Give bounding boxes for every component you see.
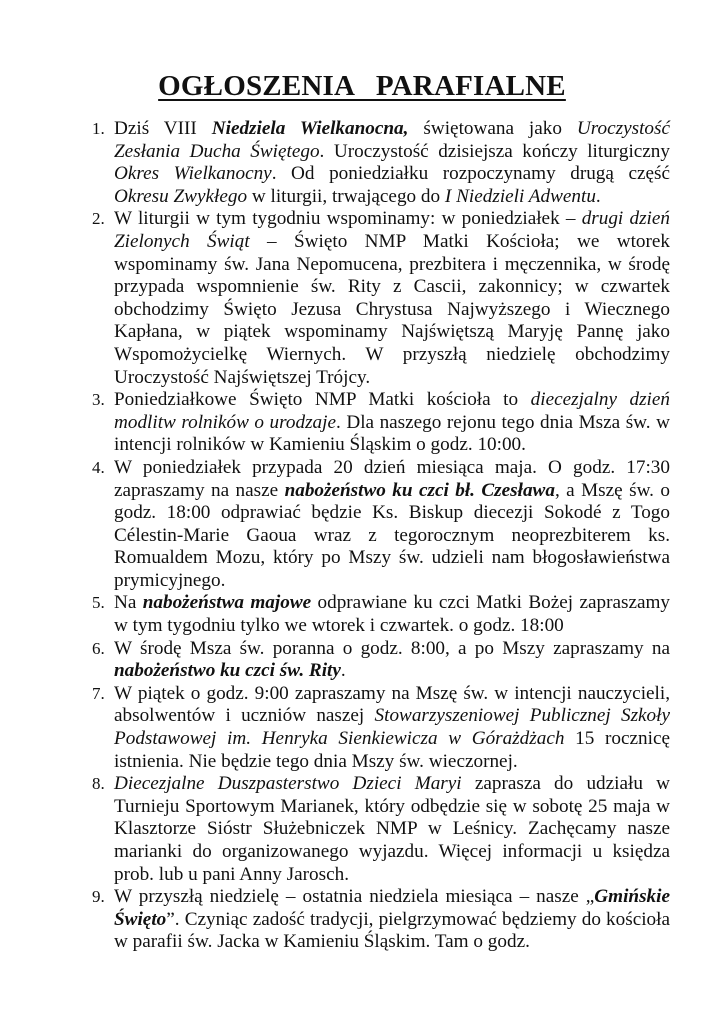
announcement-item xyxy=(92,592,670,637)
item-text: Poniedziałkowe Święto NMP Matki kościoła to xyxy=(114,389,531,411)
item-number: 1. xyxy=(92,119,105,138)
item-text-italic: drugi dzień Zielonych Świąt xyxy=(114,208,670,252)
item-text: . Dla naszego rejonu tego dnia Msza św. w intencji rolników w Kamieniu Śląskim o godz. 10:00. xyxy=(114,411,670,456)
item-text: – Święto NMP Matki Kościoła; we wtorek wspominamy św. Jana Nepomucena, prezbitera i męczennika, w środę przypada wspomnienie św. Rity z Cascii, zakonnicy; w czwartek obchodzimy Święto Jezusa Chrystusa Najwyższego i Wiecznego Kapłana, w piątek wspominamy Najświętszą Maryję Pannę jako Wspomożycielkę Wiernych. W przyszłą niedzielę obchodzimy Uroczystość Najświętszej Trójcy. xyxy=(114,230,670,388)
item-text-bold-italic: nabożeństwo ku czci bł. Czesława xyxy=(284,479,555,501)
item-number: 7. xyxy=(92,683,105,703)
item-text-bold-italic: Niedziela Wielkanocna, xyxy=(211,118,409,139)
item-text: W środę Msza św. poranna o godz. 8:00, a po Mszy zapraszamy na xyxy=(114,637,670,659)
item-text: W liturgii w tym tygodniu wspominamy: w poniedziałek – xyxy=(114,208,582,230)
item-text: zaprasza do udziału w Turnieju Sportowym Marianek, który odbędzie się w sobotę 25 maja w Klasztorze Sióstr Służebniczek NMP w Leśnicy. Zachęcamy nasze marianki do organizowanego wyjazdu. Więcej informacji u księdza prob. lub u pani Anny Jarosch. xyxy=(114,773,670,885)
item-text-italic: I Niedzieli Adwentu xyxy=(444,185,596,207)
item-number: 4. xyxy=(92,457,105,477)
announcement-item xyxy=(92,682,670,773)
item-text-italic: Okresu Zwykłego xyxy=(114,185,248,207)
item-number: 3. xyxy=(92,390,105,410)
announcement-item xyxy=(92,389,671,457)
announcements-list xyxy=(92,118,671,954)
item-text: świętowana jako xyxy=(408,118,577,139)
item-text-italic: Okres Wielkanocny xyxy=(114,163,272,185)
announcement-item xyxy=(92,118,671,208)
item-text: ”. Czyniąc zadość tradycji, pielgrzymować będziemy do kościoła w parafii św. Jacka w Kamieniu Śląskim. Tam o godz. xyxy=(114,908,670,953)
item-text: . xyxy=(340,660,346,682)
announcement-item xyxy=(92,637,670,683)
item-text: W piątek o godz. 9:00 zapraszamy na Mszę św. w intencji nauczycieli, absolwentów i uczniów naszej xyxy=(114,682,670,727)
announcement-item xyxy=(92,773,670,886)
item-text-bold-italic: nabożeństwa majowe xyxy=(142,592,312,614)
item-number: 6. xyxy=(92,638,105,658)
item-number: 5. xyxy=(92,593,105,613)
item-text: . Od poniedziałku rozpoczynamy drugą część xyxy=(271,163,671,185)
item-text: Dziś VIII xyxy=(114,118,212,139)
item-text: . xyxy=(595,185,601,207)
item-text: W poniedziałek przypada 20 dzień miesiąca maja. O godz. 17:30 zapraszamy na nasze xyxy=(114,456,670,501)
item-number: 9. xyxy=(92,887,105,907)
item-text-italic: Diecezjalne Duszpasterstwo Dzieci Maryi xyxy=(114,773,462,795)
item-text: W przyszłą niedzielę – ostatnia niedziela miesiąca – nasze „ xyxy=(114,886,595,908)
item-text-italic: Stowarzyszeniowej Publicznej Szkoły Podstawowej im. Henryka Sienkiewicza w Górażdżach xyxy=(114,705,670,750)
item-number: 2. xyxy=(92,209,105,229)
item-text-italic: Uroczystość Zesłania Ducha Świętego xyxy=(114,118,670,162)
item-text: Na xyxy=(114,592,143,614)
page-title-text: OGŁOSZENIA PARAFIALNE xyxy=(158,70,566,102)
item-text: . Uroczystość dzisiejsza kończy liturgiczny xyxy=(319,140,670,162)
announcement-item xyxy=(92,886,670,954)
page-title xyxy=(0,70,724,103)
item-text-bold-italic: nabożeństwo ku czci św. Rity xyxy=(114,660,341,682)
announcement-item xyxy=(92,208,670,389)
item-text-bold-italic: Gmińskie Święto xyxy=(114,886,670,930)
item-text: odprawiane ku czci Matki Bożej zapraszamy w tym tygodniu tylko we wtorek i czwartek. o godz. 18:00 xyxy=(114,592,670,637)
item-number: 8. xyxy=(92,774,105,794)
item-text-italic: diecezjalny dzień modlitw rolników o urodzaje xyxy=(114,389,671,433)
item-text: 15 rocznicę istnienia. Nie będzie tego dnia Mszy św. wieczornej. xyxy=(114,728,670,772)
item-text: , a Mszę św. o godz. 18:00 odprawiać będzie Ks. Biskup diecezji Sokodé z Togo Célestin-Marie Gaoua wraz z tegorocznym neoprezbiterem ks. Romualdem Mozu, który po Mszy św. udzieli nam błogosławieństwa prymicyjnego. xyxy=(114,479,670,591)
announcement-item xyxy=(92,456,670,593)
item-text: w liturgii, trwającego do xyxy=(247,185,445,207)
